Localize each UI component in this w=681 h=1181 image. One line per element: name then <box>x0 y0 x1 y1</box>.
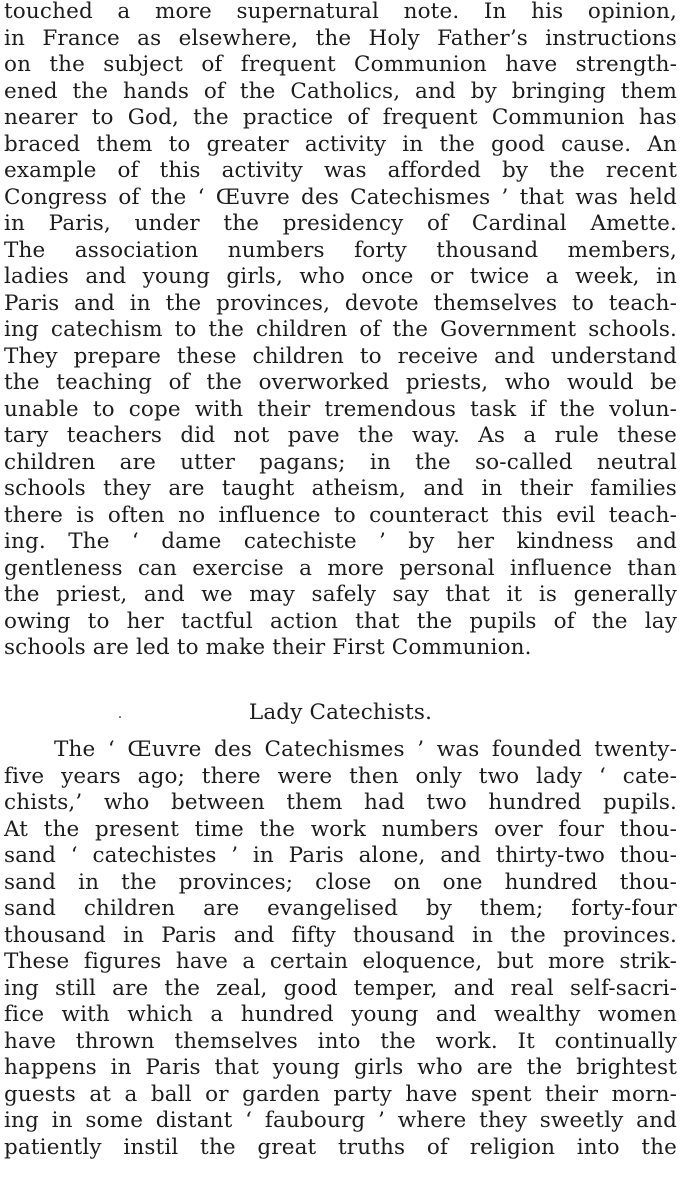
text-line: the priest, and we may safely say that it is generally <box>4 582 677 607</box>
text-line: sand in the provinces; close on one hundred thou- <box>4 869 677 895</box>
paragraph-frequent-communion <box>4 0 677 662</box>
text-line: the teaching of the overworked priests, who would be <box>4 370 677 395</box>
text-line: five years ago; there were then only two lady ‘ cate- <box>4 763 677 789</box>
text-line: in Paris, under the presidency of Cardinal Amette. <box>4 211 677 236</box>
text-line: schools are led to make their First Communion. <box>4 635 532 660</box>
text-line: chists,’ who between them had two hundred pupils. <box>4 790 677 815</box>
text-line: braced them to greater activity in the good cause. An <box>4 131 677 157</box>
text-line: The ‘ Œuvre des Catechismes ’ was founded twenty- <box>54 737 677 762</box>
text-line: They prepare these children to receive and understand <box>4 343 677 369</box>
text-line: guests at a ball or garden party have spent their morn- <box>4 1081 677 1107</box>
text-line: ing still are the zeal, good temper, and real self-sacri- <box>4 975 677 1001</box>
text-line: At the present time the work numbers over four thou- <box>4 816 677 842</box>
document-page <box>4 0 677 1181</box>
text-line: example of this activity was afforded by the recent <box>4 158 677 183</box>
text-line: schools they are taught atheism, and in their families <box>4 476 677 501</box>
print-speck <box>119 716 121 718</box>
text-line: ing in some distant ‘ faubourg ’ where they sweetly and <box>4 1108 677 1133</box>
text-line: patiently instil the great truths of religion into the <box>4 1134 677 1160</box>
text-line: nearer to God, the practice of frequent Communion has <box>4 105 677 130</box>
text-line: sand children are evangelised by them; forty-four <box>4 896 677 921</box>
text-line: gentleness can exercise a more personal influence than <box>4 555 677 581</box>
text-line: sand ‘ catechistes ’ in Paris alone, and thirty-two thou- <box>4 843 677 868</box>
text-line: fice with which a hundred young and wealthy women <box>4 1002 677 1027</box>
text-line: in France as elsewhere, the Holy Father’s instructions <box>4 25 677 51</box>
text-line: These figures have a certain eloquence, but more strik- <box>4 949 677 974</box>
text-line: ened the hands of the Catholics, and by bringing them <box>4 78 677 104</box>
text-line: children are utter pagans; in the so-called neutral <box>4 449 677 475</box>
text-line: ing catechism to the children of the Government schools. <box>4 317 677 342</box>
text-line: thousand in Paris and fifty thousand in the provinces. <box>4 922 677 948</box>
text-line: touched a more supernatural note. In his opinion, <box>4 0 677 24</box>
text-line: ing. The ‘ dame catechiste ’ by her kindness and <box>4 529 677 554</box>
text-line: happens in Paris that young girls who are the brightest <box>4 1055 677 1080</box>
text-line: Paris and in the provinces, devote themselves to teach- <box>4 290 677 316</box>
text-line: on the subject of frequent Communion have strength- <box>4 52 677 77</box>
paragraph-lady-catechists <box>4 737 677 1161</box>
text-line: there is often no influence to counteract this evil teach- <box>4 502 677 528</box>
text-line: tary teachers did not pave the way. As a rule these <box>4 423 677 448</box>
text-line: owing to her tactful action that the pupils of the lay <box>4 608 677 634</box>
text-line: ladies and young girls, who once or twice a week, in <box>4 264 677 289</box>
section-heading: Lady Catechists. <box>248 700 433 725</box>
text-line: The association numbers forty thousand members, <box>4 237 677 263</box>
text-line: unable to cope with their tremendous task if the volun- <box>4 396 677 422</box>
text-line: have thrown themselves into the work. It continually <box>4 1028 677 1054</box>
text-line: Congress of the ‘ Œuvre des Catechismes ’ that was held <box>4 184 677 210</box>
